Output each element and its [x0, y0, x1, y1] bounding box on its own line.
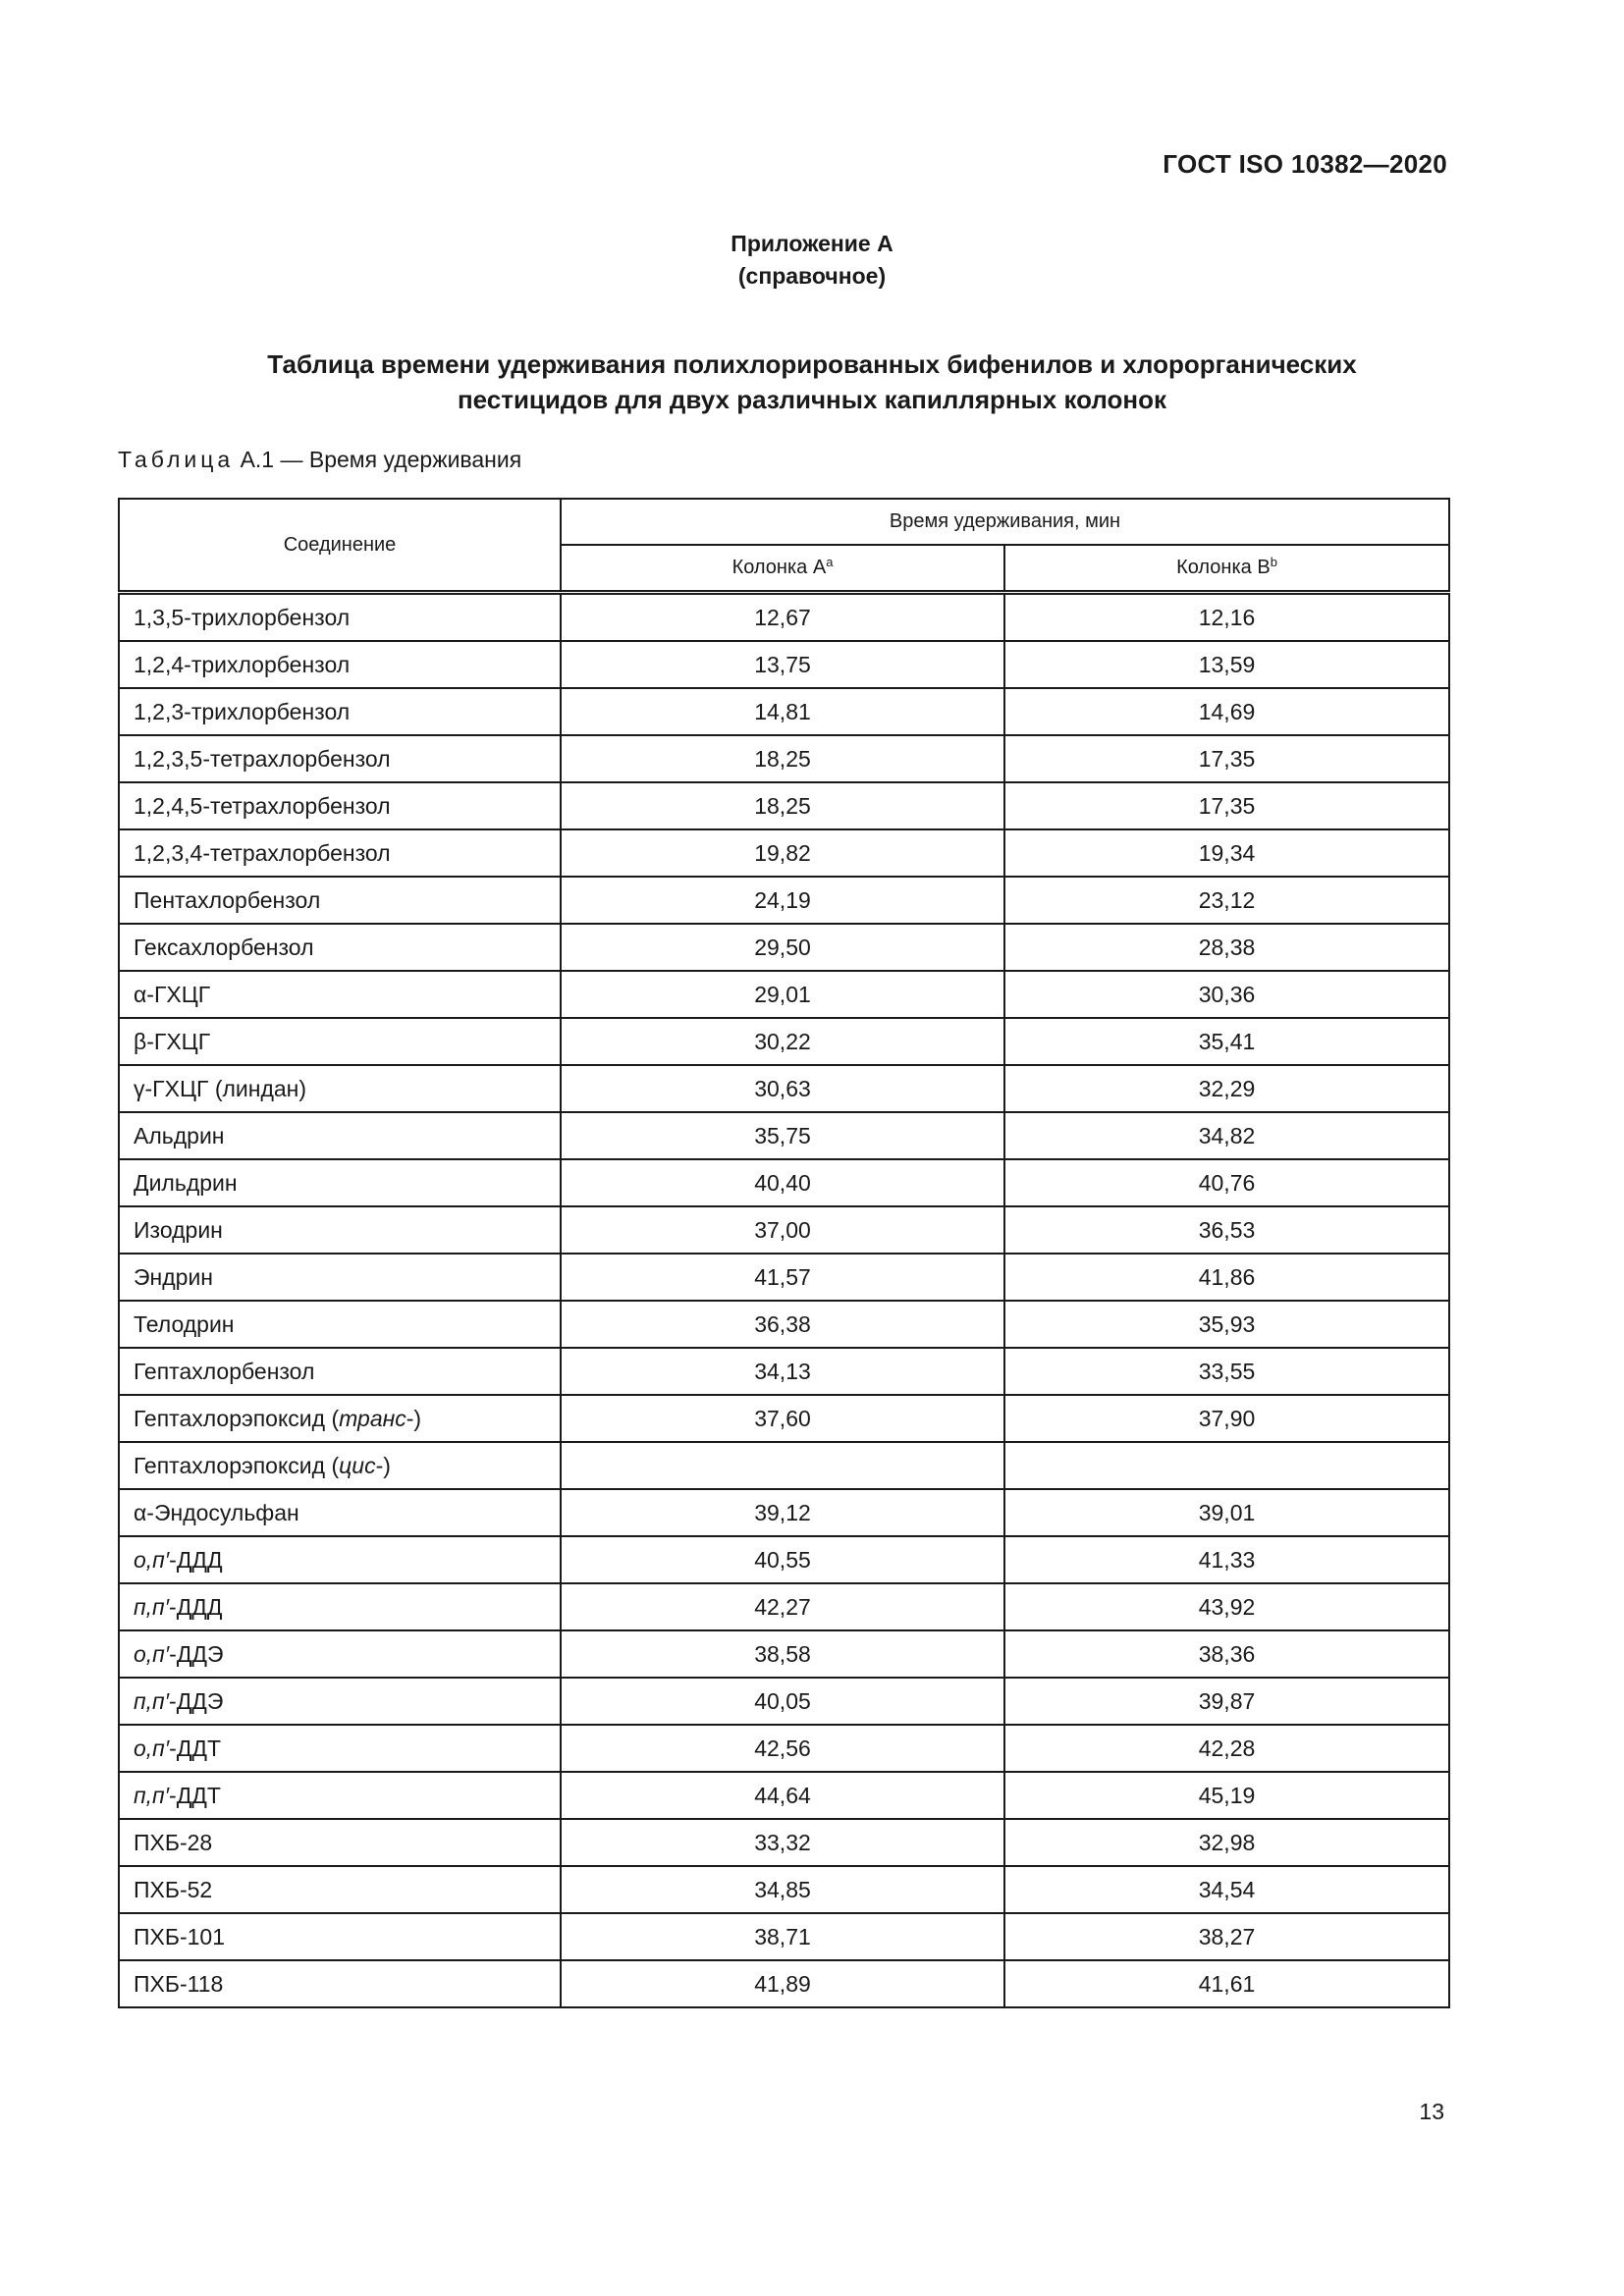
- heading-line-1: Таблица времени удерживания полихлорированных бифенилов и хлорорганических: [267, 349, 1357, 379]
- retention-time-column-a-cell: 37,00: [561, 1206, 1004, 1254]
- compound-name: ПХБ-52: [134, 1876, 213, 1902]
- retention-time-column-b-cell: 38,36: [1004, 1630, 1449, 1678]
- table-row: [119, 924, 1449, 971]
- header-compound: Соединение: [119, 499, 561, 593]
- retention-time-column-a-cell: 41,57: [561, 1254, 1004, 1301]
- table-row: [119, 829, 1449, 877]
- table-row: [119, 1348, 1449, 1395]
- section-heading: [118, 347, 1506, 417]
- compound-name: α-Эндосульфан: [134, 1499, 299, 1525]
- header-column-b: [1004, 545, 1449, 593]
- compound-name-suffix: -ДДД: [169, 1593, 223, 1620]
- compound-name-cell: [119, 1913, 561, 1960]
- table-row: [119, 1018, 1449, 1065]
- compound-name-cell: [119, 593, 561, 642]
- compound-name-cell: [119, 1536, 561, 1583]
- compound-name: γ-ГХЦГ (линдан): [134, 1075, 307, 1101]
- retention-time-column-b-cell: 14,69: [1004, 688, 1449, 735]
- retention-time-column-a-cell: 29,50: [561, 924, 1004, 971]
- compound-name-suffix: -): [406, 1405, 422, 1431]
- compound-name-cell: [119, 1254, 561, 1301]
- compound-name-cell: [119, 1395, 561, 1442]
- compound-name-cell: [119, 782, 561, 829]
- retention-time-column-b-cell: 34,54: [1004, 1866, 1449, 1913]
- retention-time-column-b-cell: 32,29: [1004, 1065, 1449, 1112]
- retention-time-column-b-cell: 38,27: [1004, 1913, 1449, 1960]
- retention-time-column-b-cell: 13,59: [1004, 641, 1449, 688]
- compound-name: Телодрин: [134, 1310, 235, 1337]
- compound-name-suffix: -ДДЭ: [169, 1640, 224, 1667]
- compound-name: Гептахлорбензол: [134, 1358, 315, 1384]
- compound-name-cell: [119, 1725, 561, 1772]
- annex-heading: [0, 228, 1624, 293]
- compound-name-italic: о,п′: [134, 1640, 170, 1667]
- compound-name: ПХБ-118: [134, 1970, 224, 1997]
- table-row: [119, 1489, 1449, 1536]
- footnote-marker-a: a: [826, 555, 834, 569]
- table-row: [119, 1583, 1449, 1630]
- compound-name-cell: [119, 1065, 561, 1112]
- table-row: [119, 1159, 1449, 1206]
- table-row: [119, 1630, 1449, 1678]
- compound-name: Гептахлорэпоксид (: [134, 1405, 340, 1431]
- compound-name: Гексахлорбензол: [134, 934, 314, 960]
- retention-time-column-a-cell: 37,60: [561, 1395, 1004, 1442]
- header-column-b-label: Колонка В: [1176, 557, 1271, 578]
- retention-time-column-b-cell: [1004, 1442, 1449, 1489]
- footnote-marker-b: b: [1270, 555, 1277, 569]
- table-row: [119, 1960, 1449, 2007]
- retention-time-column-a-cell: 29,01: [561, 971, 1004, 1018]
- compound-name-cell: [119, 735, 561, 782]
- retention-time-column-a-cell: 33,32: [561, 1819, 1004, 1866]
- compound-name: Эндрин: [134, 1263, 213, 1290]
- compound-name-italic: о,п′: [134, 1735, 170, 1761]
- compound-name-cell: [119, 1112, 561, 1159]
- retention-time-column-b-cell: 28,38: [1004, 924, 1449, 971]
- compound-name-suffix: -ДДТ: [169, 1782, 221, 1808]
- retention-time-column-b-cell: 41,33: [1004, 1536, 1449, 1583]
- retention-time-column-a-cell: 38,71: [561, 1913, 1004, 1960]
- table-row: [119, 735, 1449, 782]
- retention-time-column-b-cell: 45,19: [1004, 1772, 1449, 1819]
- compound-name-cell: [119, 924, 561, 971]
- retention-time-column-a-cell: 12,67: [561, 593, 1004, 642]
- annex-subtitle: (справочное): [737, 263, 887, 289]
- annex-title: Приложение А: [731, 231, 893, 256]
- compound-name-italic: цис: [339, 1452, 376, 1478]
- table-row: [119, 1112, 1449, 1159]
- compound-name: 1,2,3,4-тетрахлорбензол: [134, 839, 391, 866]
- retention-time-column-a-cell: [561, 1442, 1004, 1489]
- compound-name: 1,2,3,5-тетрахлорбензол: [134, 745, 391, 772]
- table-row: [119, 1395, 1449, 1442]
- retention-time-column-b-cell: 39,87: [1004, 1678, 1449, 1725]
- compound-name-cell: [119, 1772, 561, 1819]
- compound-name: 1,2,4,5-тетрахлорбензол: [134, 792, 391, 819]
- compound-name-cell: [119, 1866, 561, 1913]
- compound-name-italic: транс: [339, 1405, 406, 1431]
- table-row: [119, 1301, 1449, 1348]
- compound-name-suffix: -ДДТ: [169, 1735, 222, 1761]
- retention-time-column-a-cell: 34,85: [561, 1866, 1004, 1913]
- table-row: [119, 641, 1449, 688]
- table-row: [119, 1254, 1449, 1301]
- compound-name-cell: [119, 1630, 561, 1678]
- retention-time-column-b-cell: 32,98: [1004, 1819, 1449, 1866]
- retention-time-column-b-cell: 17,35: [1004, 735, 1449, 782]
- compound-name: 1,2,3-трихлорбензол: [134, 698, 351, 724]
- retention-time-column-b-cell: 33,55: [1004, 1348, 1449, 1395]
- retention-time-column-a-cell: 30,63: [561, 1065, 1004, 1112]
- retention-time-column-b-cell: 37,90: [1004, 1395, 1449, 1442]
- compound-name: 1,3,5-трихлорбензол: [134, 604, 351, 630]
- retention-time-table: [118, 498, 1450, 2008]
- retention-time-column-a-cell: 30,22: [561, 1018, 1004, 1065]
- retention-time-column-b-cell: 30,36: [1004, 971, 1449, 1018]
- header-column-a-label: Колонка А: [731, 557, 827, 578]
- retention-time-column-a-cell: 41,89: [561, 1960, 1004, 2007]
- table-row: [119, 1442, 1449, 1489]
- compound-name-cell: [119, 688, 561, 735]
- retention-time-column-b-cell: 35,93: [1004, 1301, 1449, 1348]
- compound-name-cell: [119, 1583, 561, 1630]
- retention-time-column-a-cell: 44,64: [561, 1772, 1004, 1819]
- table-row: [119, 1065, 1449, 1112]
- compound-name-suffix: -ДДЭ: [169, 1687, 224, 1714]
- retention-time-column-b-cell: 42,28: [1004, 1725, 1449, 1772]
- retention-time-column-a-cell: 19,82: [561, 829, 1004, 877]
- compound-name: Альдрин: [134, 1122, 225, 1148]
- compound-name: β-ГХЦГ: [134, 1028, 211, 1054]
- retention-time-column-a-cell: 35,75: [561, 1112, 1004, 1159]
- compound-name-cell: [119, 829, 561, 877]
- retention-time-column-b-cell: 39,01: [1004, 1489, 1449, 1536]
- compound-name-cell: [119, 1301, 561, 1348]
- compound-name-italic: п,п′: [134, 1593, 170, 1620]
- compound-name: Пентахлорбензол: [134, 886, 321, 913]
- table-row: [119, 1206, 1449, 1254]
- compound-name-cell: [119, 1206, 561, 1254]
- retention-time-column-a-cell: 40,55: [561, 1536, 1004, 1583]
- compound-name-cell: [119, 1678, 561, 1725]
- compound-name-suffix: -ДДД: [169, 1546, 223, 1573]
- table-row: [119, 971, 1449, 1018]
- table-row: [119, 782, 1449, 829]
- retention-time-column-b-cell: 43,92: [1004, 1583, 1449, 1630]
- table-caption: [118, 447, 521, 473]
- caption-prefix: Таблица: [118, 447, 235, 472]
- compound-name: ПХБ-28: [134, 1829, 213, 1855]
- retention-time-column-a-cell: 42,27: [561, 1583, 1004, 1630]
- retention-time-column-a-cell: 38,58: [561, 1630, 1004, 1678]
- table-row: [119, 1772, 1449, 1819]
- retention-time-column-b-cell: 40,76: [1004, 1159, 1449, 1206]
- table-row: [119, 1866, 1449, 1913]
- caption-text: А.1 — Время удерживания: [240, 447, 522, 472]
- compound-name-cell: [119, 641, 561, 688]
- retention-time-column-a-cell: 42,56: [561, 1725, 1004, 1772]
- compound-name: Гептахлорэпоксид (: [134, 1452, 340, 1478]
- retention-time-column-a-cell: 34,13: [561, 1348, 1004, 1395]
- header-retention-time: Время удерживания, мин: [561, 499, 1449, 545]
- retention-time-column-b-cell: 41,61: [1004, 1960, 1449, 2007]
- compound-name-cell: [119, 1960, 561, 2007]
- retention-time-column-a-cell: 40,05: [561, 1678, 1004, 1725]
- table-row: [119, 688, 1449, 735]
- compound-name-italic: о,п′: [134, 1546, 170, 1573]
- retention-time-column-a-cell: 18,25: [561, 782, 1004, 829]
- compound-name-italic: п,п′: [134, 1782, 170, 1808]
- compound-name: Дильдрин: [134, 1169, 238, 1196]
- retention-time-column-a-cell: 40,40: [561, 1159, 1004, 1206]
- compound-name: ПХБ-101: [134, 1923, 225, 1949]
- header-column-a: [561, 545, 1004, 593]
- compound-name-cell: [119, 877, 561, 924]
- compound-name-italic: п,п′: [134, 1687, 170, 1714]
- compound-name-cell: [119, 1489, 561, 1536]
- standard-code: ГОСТ ISO 10382—2020: [1163, 149, 1447, 179]
- compound-name-suffix: -): [375, 1452, 391, 1478]
- table-row: [119, 1725, 1449, 1772]
- compound-name-cell: [119, 1018, 561, 1065]
- table-body: [119, 593, 1449, 2008]
- retention-time-column-b-cell: 23,12: [1004, 877, 1449, 924]
- retention-time-column-a-cell: 13,75: [561, 641, 1004, 688]
- compound-name-cell: [119, 1442, 561, 1489]
- compound-name-cell: [119, 1159, 561, 1206]
- compound-name: Изодрин: [134, 1216, 223, 1243]
- compound-name-cell: [119, 1819, 561, 1866]
- retention-time-column-a-cell: 14,81: [561, 688, 1004, 735]
- retention-time-column-a-cell: 24,19: [561, 877, 1004, 924]
- retention-time-column-b-cell: 35,41: [1004, 1018, 1449, 1065]
- heading-line-2: пестицидов для двух различных капиллярных колонок: [457, 385, 1167, 414]
- table-row: [119, 593, 1449, 642]
- compound-name: 1,2,4-трихлорбензол: [134, 651, 351, 677]
- retention-time-column-b-cell: 36,53: [1004, 1206, 1449, 1254]
- table-row: [119, 1819, 1449, 1866]
- retention-time-column-b-cell: 34,82: [1004, 1112, 1449, 1159]
- compound-name-cell: [119, 971, 561, 1018]
- retention-time-column-b-cell: 19,34: [1004, 829, 1449, 877]
- table-row: [119, 1913, 1449, 1960]
- retention-time-column-b-cell: 17,35: [1004, 782, 1449, 829]
- page-number: 13: [1419, 2099, 1444, 2124]
- compound-name: α-ГХЦГ: [134, 981, 211, 1007]
- retention-time-column-a-cell: 18,25: [561, 735, 1004, 782]
- retention-time-column-b-cell: 41,86: [1004, 1254, 1449, 1301]
- table-row: [119, 1678, 1449, 1725]
- table-row: [119, 877, 1449, 924]
- table-row: [119, 1536, 1449, 1583]
- retention-time-column-b-cell: 12,16: [1004, 593, 1449, 642]
- retention-time-column-a-cell: 39,12: [561, 1489, 1004, 1536]
- compound-name-cell: [119, 1348, 561, 1395]
- retention-time-column-a-cell: 36,38: [561, 1301, 1004, 1348]
